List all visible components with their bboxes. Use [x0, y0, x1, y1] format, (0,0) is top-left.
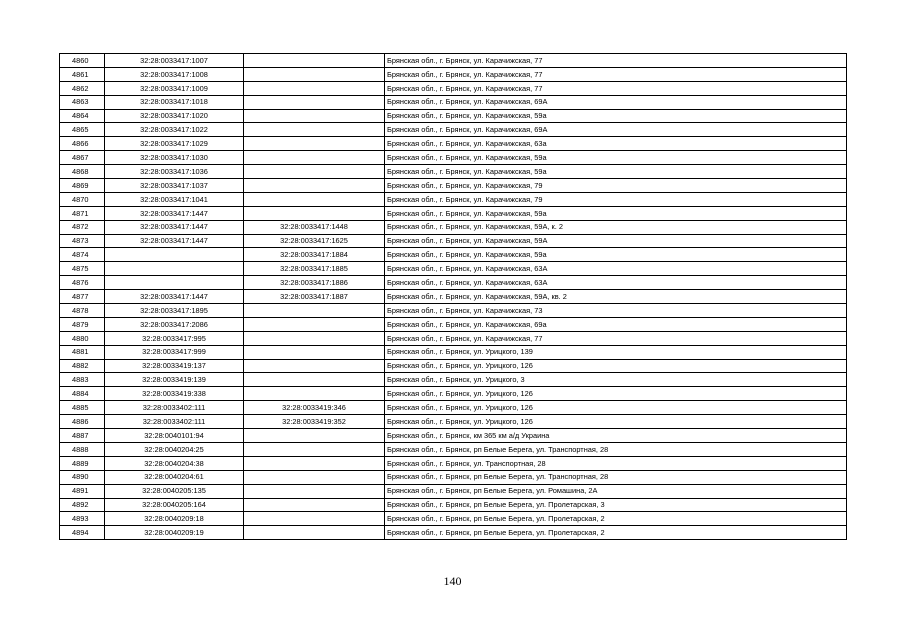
table-row — [60, 220, 847, 234]
cadastral-number-cell: 32:28:0033419:338 — [105, 387, 244, 401]
related-cadastral-number-cell — [244, 151, 385, 165]
cadastral-number-cell: 32:28:0040204:38 — [105, 456, 244, 470]
table-row — [60, 165, 847, 179]
related-cadastral-number-cell — [244, 179, 385, 193]
table-row — [60, 429, 847, 443]
cadastral-number-cell: 32:28:0033417:1041 — [105, 192, 244, 206]
related-cadastral-number-cell — [244, 498, 385, 512]
cadastral-number-cell: 32:28:0033417:1037 — [105, 179, 244, 193]
related-cadastral-number-cell: 32:28:0033417:1884 — [244, 248, 385, 262]
row-number-cell: 4888 — [60, 442, 105, 456]
table-row — [60, 123, 847, 137]
row-number-cell: 4867 — [60, 151, 105, 165]
row-number-cell: 4880 — [60, 331, 105, 345]
table-row — [60, 512, 847, 526]
row-number-cell: 4874 — [60, 248, 105, 262]
cadastral-number-cell: 32:28:0033419:137 — [105, 359, 244, 373]
related-cadastral-number-cell — [244, 123, 385, 137]
row-number-cell: 4889 — [60, 456, 105, 470]
table-row — [60, 137, 847, 151]
cadastral-number-cell: 32:28:0033417:999 — [105, 345, 244, 359]
row-number-cell: 4879 — [60, 317, 105, 331]
table-row — [60, 442, 847, 456]
cadastral-number-cell — [105, 262, 244, 276]
address-cell: Брянская обл., г. Брянск, ул. Карачижская, 63А — [385, 262, 847, 276]
cadastral-number-cell — [105, 276, 244, 290]
row-number-cell: 4873 — [60, 234, 105, 248]
table-row — [60, 304, 847, 318]
related-cadastral-number-cell — [244, 345, 385, 359]
row-number-cell: 4876 — [60, 276, 105, 290]
cadastral-number-cell: 32:28:0040204:61 — [105, 470, 244, 484]
related-cadastral-number-cell — [244, 206, 385, 220]
address-cell: Брянская обл., г. Брянск, ул. Урицкого, 126 — [385, 415, 847, 429]
cadastral-number-cell: 32:28:0033417:1036 — [105, 165, 244, 179]
related-cadastral-number-cell: 32:28:0033417:1885 — [244, 262, 385, 276]
table-row — [60, 179, 847, 193]
related-cadastral-number-cell — [244, 470, 385, 484]
row-number-cell: 4881 — [60, 345, 105, 359]
cadastral-number-cell: 32:28:0033417:1447 — [105, 234, 244, 248]
address-cell: Брянская обл., г. Брянск, ул. Карачижская, 59а — [385, 206, 847, 220]
address-cell: Брянская обл., г. Брянск, ул. Карачижская, 77 — [385, 81, 847, 95]
table-row — [60, 95, 847, 109]
cadastral-number-cell: 32:28:0033417:1447 — [105, 220, 244, 234]
cadastral-number-cell: 32:28:0033417:1447 — [105, 290, 244, 304]
row-number-cell: 4891 — [60, 484, 105, 498]
address-cell: Брянская обл., г. Брянск, ул. Карачижская, 59А, к. 2 — [385, 220, 847, 234]
row-number-cell: 4887 — [60, 429, 105, 443]
page-number: 140 — [443, 574, 462, 588]
row-number-cell: 4877 — [60, 290, 105, 304]
address-cell: Брянская обл., г. Брянск, ул. Карачижская, 63А — [385, 276, 847, 290]
row-number-cell: 4868 — [60, 165, 105, 179]
address-cell: Брянская обл., г. Брянск, рп Белые Берега, ул. Ромашина, 2А — [385, 484, 847, 498]
cadastral-number-cell: 32:28:0033417:1008 — [105, 67, 244, 81]
related-cadastral-number-cell — [244, 81, 385, 95]
cadastral-number-cell: 32:28:0033417:1018 — [105, 95, 244, 109]
row-number-cell: 4882 — [60, 359, 105, 373]
related-cadastral-number-cell — [244, 317, 385, 331]
cadastral-number-cell: 32:28:0033417:1030 — [105, 151, 244, 165]
related-cadastral-number-cell — [244, 442, 385, 456]
related-cadastral-number-cell — [244, 359, 385, 373]
cadastral-table — [59, 53, 847, 540]
table-row — [60, 484, 847, 498]
address-cell: Брянская обл., г. Брянск, рп Белые Берега, ул. Пролетарская, 2 — [385, 512, 847, 526]
address-cell: Брянская обл., г. Брянск, ул. Карачижская, 59А — [385, 234, 847, 248]
row-number-cell: 4870 — [60, 192, 105, 206]
cadastral-number-cell: 32:28:0033417:1007 — [105, 54, 244, 68]
related-cadastral-number-cell — [244, 109, 385, 123]
related-cadastral-number-cell: 32:28:0033417:1625 — [244, 234, 385, 248]
cadastral-number-cell: 32:28:0040209:19 — [105, 526, 244, 540]
cadastral-number-cell: 32:28:0040205:135 — [105, 484, 244, 498]
table-row — [60, 206, 847, 220]
table-row — [60, 498, 847, 512]
row-number-cell: 4869 — [60, 179, 105, 193]
table-row — [60, 234, 847, 248]
table-row — [60, 109, 847, 123]
table-row — [60, 67, 847, 81]
address-cell: Брянская обл., г. Брянск, ул. Карачижская, 69а — [385, 317, 847, 331]
row-number-cell: 4865 — [60, 123, 105, 137]
related-cadastral-number-cell — [244, 526, 385, 540]
address-cell: Брянская обл., г. Брянск, ул. Карачижская, 59А, кв. 2 — [385, 290, 847, 304]
related-cadastral-number-cell — [244, 456, 385, 470]
table-row — [60, 192, 847, 206]
row-number-cell: 4875 — [60, 262, 105, 276]
cadastral-number-cell: 32:28:0033417:1022 — [105, 123, 244, 137]
related-cadastral-number-cell — [244, 512, 385, 526]
cadastral-number-cell: 32:28:0033402:111 — [105, 401, 244, 415]
row-number-cell: 4885 — [60, 401, 105, 415]
address-cell: Брянская обл., г. Брянск, ул. Карачижская, 73 — [385, 304, 847, 318]
address-cell: Брянская обл., г. Брянск, ул. Карачижская, 69А — [385, 123, 847, 137]
table-row — [60, 456, 847, 470]
row-number-cell: 4893 — [60, 512, 105, 526]
cadastral-table-body — [60, 54, 847, 540]
address-cell: Брянская обл., г. Брянск, ул. Урицкого, 126 — [385, 387, 847, 401]
row-number-cell: 4863 — [60, 95, 105, 109]
row-number-cell: 4861 — [60, 67, 105, 81]
address-cell: Брянская обл., г. Брянск, ул. Карачижская, 63а — [385, 137, 847, 151]
address-cell: Брянская обл., г. Брянск, ул. Карачижская, 77 — [385, 54, 847, 68]
address-cell: Брянская обл., г. Брянск, ул. Карачижская, 77 — [385, 331, 847, 345]
cadastral-number-cell: 32:28:0040101:94 — [105, 429, 244, 443]
table-row — [60, 359, 847, 373]
related-cadastral-number-cell — [244, 429, 385, 443]
cadastral-number-cell: 32:28:0033417:1447 — [105, 206, 244, 220]
cadastral-number-cell: 32:28:0040205:164 — [105, 498, 244, 512]
row-number-cell: 4871 — [60, 206, 105, 220]
related-cadastral-number-cell — [244, 137, 385, 151]
related-cadastral-number-cell — [244, 304, 385, 318]
address-cell: Брянская обл., г. Брянск, ул. Карачижская, 69А — [385, 95, 847, 109]
address-cell: Брянская обл., г. Брянск, ул. Транспортная, 28 — [385, 456, 847, 470]
related-cadastral-number-cell — [244, 192, 385, 206]
table-row — [60, 345, 847, 359]
row-number-cell: 4860 — [60, 54, 105, 68]
row-number-cell: 4878 — [60, 304, 105, 318]
address-cell: Брянская обл., г. Брянск, км 365 км а/д Украина — [385, 429, 847, 443]
cadastral-number-cell: 32:28:0033419:139 — [105, 373, 244, 387]
table-row — [60, 151, 847, 165]
related-cadastral-number-cell: 32:28:0033419:352 — [244, 415, 385, 429]
address-cell: Брянская обл., г. Брянск, ул. Карачижская, 59а — [385, 109, 847, 123]
table-row — [60, 262, 847, 276]
table-row — [60, 526, 847, 540]
cadastral-number-cell: 32:28:0033417:1895 — [105, 304, 244, 318]
related-cadastral-number-cell — [244, 67, 385, 81]
table-row — [60, 470, 847, 484]
related-cadastral-number-cell — [244, 484, 385, 498]
address-cell: Брянская обл., г. Брянск, ул. Урицкого, 139 — [385, 345, 847, 359]
cadastral-number-cell: 32:28:0033402:111 — [105, 415, 244, 429]
address-cell: Брянская обл., г. Брянск, ул. Карачижская, 79 — [385, 179, 847, 193]
address-cell: Брянская обл., г. Брянск, рп Белые Берега, ул. Пролетарская, 3 — [385, 498, 847, 512]
cadastral-number-cell: 32:28:0033417:1029 — [105, 137, 244, 151]
row-number-cell: 4883 — [60, 373, 105, 387]
cadastral-number-cell: 32:28:0040209:18 — [105, 512, 244, 526]
table-row — [60, 276, 847, 290]
row-number-cell: 4892 — [60, 498, 105, 512]
address-cell: Брянская обл., г. Брянск, ул. Карачижская, 59а — [385, 248, 847, 262]
address-cell: Брянская обл., г. Брянск, ул. Урицкого, 126 — [385, 359, 847, 373]
address-cell: Брянская обл., г. Брянск, ул. Карачижская, 59а — [385, 165, 847, 179]
cadastral-number-cell: 32:28:0033417:995 — [105, 331, 244, 345]
related-cadastral-number-cell: 32:28:0033417:1886 — [244, 276, 385, 290]
cadastral-number-cell: 32:28:0033417:1020 — [105, 109, 244, 123]
related-cadastral-number-cell: 32:28:0033419:346 — [244, 401, 385, 415]
address-cell: Брянская обл., г. Брянск, ул. Карачижская, 79 — [385, 192, 847, 206]
row-number-cell: 4872 — [60, 220, 105, 234]
row-number-cell: 4894 — [60, 526, 105, 540]
related-cadastral-number-cell — [244, 387, 385, 401]
related-cadastral-number-cell — [244, 165, 385, 179]
cadastral-number-cell — [105, 248, 244, 262]
table-row — [60, 54, 847, 68]
related-cadastral-number-cell: 32:28:0033417:1448 — [244, 220, 385, 234]
table-row — [60, 290, 847, 304]
related-cadastral-number-cell — [244, 331, 385, 345]
address-cell: Брянская обл., г. Брянск, рп Белые Берега, ул. Пролетарская, 2 — [385, 526, 847, 540]
table-row — [60, 373, 847, 387]
address-cell: Брянская обл., г. Брянск, ул. Карачижская, 59а — [385, 151, 847, 165]
related-cadastral-number-cell: 32:28:0033417:1887 — [244, 290, 385, 304]
row-number-cell: 4886 — [60, 415, 105, 429]
address-cell: Брянская обл., г. Брянск, рп Белые Берега, ул. Транспортная, 28 — [385, 470, 847, 484]
row-number-cell: 4890 — [60, 470, 105, 484]
table-row — [60, 317, 847, 331]
table-row — [60, 331, 847, 345]
row-number-cell: 4866 — [60, 137, 105, 151]
row-number-cell: 4864 — [60, 109, 105, 123]
row-number-cell: 4884 — [60, 387, 105, 401]
table-row — [60, 415, 847, 429]
related-cadastral-number-cell — [244, 373, 385, 387]
table-row — [60, 248, 847, 262]
cadastral-number-cell: 32:28:0033417:1009 — [105, 81, 244, 95]
cadastral-number-cell: 32:28:0033417:2086 — [105, 317, 244, 331]
table-row — [60, 387, 847, 401]
address-cell: Брянская обл., г. Брянск, ул. Урицкого, 126 — [385, 401, 847, 415]
address-cell: Брянская обл., г. Брянск, рп Белые Берега, ул. Транспортная, 28 — [385, 442, 847, 456]
related-cadastral-number-cell — [244, 54, 385, 68]
row-number-cell: 4862 — [60, 81, 105, 95]
related-cadastral-number-cell — [244, 95, 385, 109]
table-row — [60, 81, 847, 95]
cadastral-number-cell: 32:28:0040204:25 — [105, 442, 244, 456]
address-cell: Брянская обл., г. Брянск, ул. Карачижская, 77 — [385, 67, 847, 81]
address-cell: Брянская обл., г. Брянск, ул. Урицкого, 3 — [385, 373, 847, 387]
table-row — [60, 401, 847, 415]
